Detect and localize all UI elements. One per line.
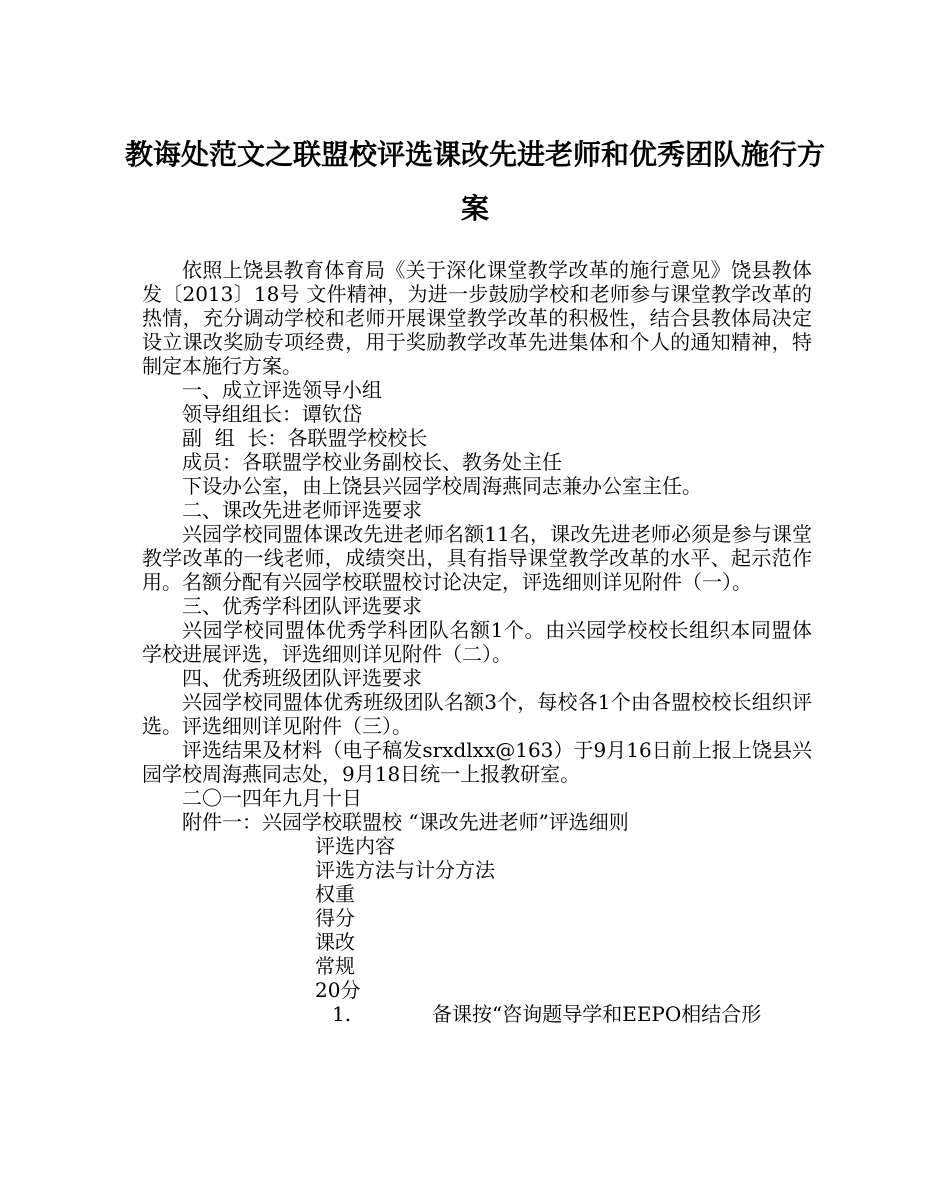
section-3-paragraph: 兴园学校同盟体优秀学科团队名额1个。由兴园学校校长组织本同盟体学校进展评选，评选细则详见附件（二）。	[142, 618, 812, 666]
office-line: 下设办公室，由上饶县兴园学校周海燕同志兼办公室主任。	[182, 474, 702, 498]
leader-line: 领导组组长：谭钦岱	[182, 402, 362, 426]
list-item-number: 1.	[332, 1002, 352, 1026]
section-3-heading: 三、优秀学科团队评选要求	[182, 594, 422, 618]
table-cell: 评选方法与计分方法	[315, 858, 495, 882]
vice-leader-line: 副 组 长：各联盟学校校长	[182, 426, 428, 450]
list-item	[142, 1002, 812, 1026]
date-line: 二〇一四年九月十日	[182, 786, 362, 810]
table-cell: 常规	[315, 954, 355, 978]
intro-paragraph: 依照上饶县教育体育局《关于深化课堂教学改革的施行意见》饶县教体发〔2013〕18号 文件精神，为进一步鼓励学校和老师参与课堂教学改革的热情，充分调动学校和老师开展课堂教学改革的积极性，结合县教体局决定设立课改奖励专项经费，用于奖励教学改革先进集体和个人的通知精神，特制定本施行方案。	[142, 258, 812, 378]
table-cell: 课改	[315, 930, 355, 954]
section-2-heading: 二、课改先进老师评选要求	[182, 498, 422, 522]
section-1-heading: 一、成立评选领导小组	[182, 378, 382, 402]
table-cell: 20分	[315, 978, 361, 1002]
members-line: 成员：各联盟学校业务副校长、教务处主任	[182, 450, 562, 474]
submission-paragraph: 评选结果及材料（电子稿发srxdlxx@163）于9月16日前上报上饶县兴园学校周海燕同志处，9月18日统一上报教研室。	[142, 738, 812, 786]
document-title: 教诲处范文之联盟校评选课改先进老师和优秀团队施行方案	[124, 138, 825, 225]
attachment-title: 附件一：兴园学校联盟校 “课改先进老师”评选细则	[182, 810, 629, 834]
section-2-paragraph: 兴园学校同盟体课改先进老师名额11名，课改先进老师必须是参与课堂教学改革的一线老师，成绩突出，具有指导课堂教学改革的水平、起示范作用。名额分配有兴园学校联盟校讨论决定，评选细则详见附件（一）。	[142, 522, 812, 594]
table-cell: 得分	[315, 906, 355, 930]
list-item-text: 备课按“咨询题导学和EEPO相结合形	[432, 1002, 762, 1026]
table-cell: 评选内容	[315, 834, 395, 858]
document-body	[142, 258, 812, 1026]
section-4-paragraph: 兴园学校同盟体优秀班级团队名额3个，每校各1个由各盟校校长组织评选。评选细则详见附件（三）。	[142, 690, 812, 738]
section-4-heading: 四、优秀班级团队评选要求	[182, 666, 422, 690]
table-cell: 权重	[315, 882, 355, 906]
